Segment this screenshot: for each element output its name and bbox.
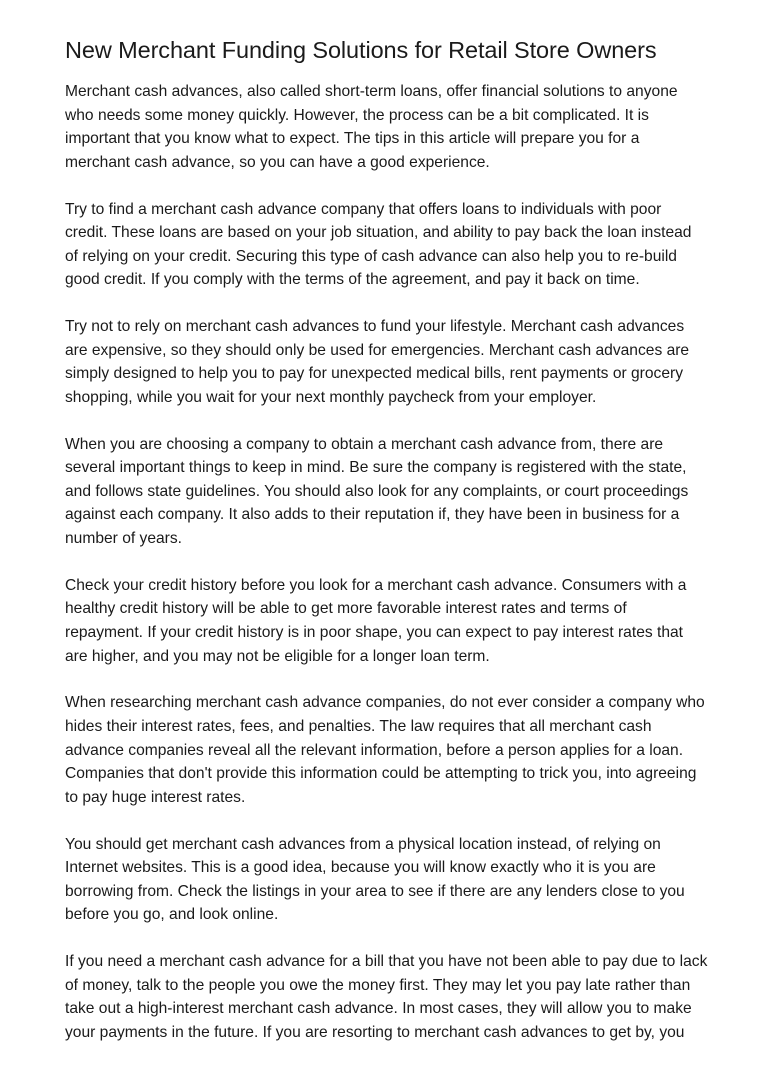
paragraph-line: Try not to rely on merchant cash advances to fund your lifestyle. Merchant cash advances	[65, 318, 685, 336]
paragraph-line: Internet websites. This is a good idea, because you will know exactly who it is you are	[65, 859, 656, 877]
paragraph-line: Merchant cash advances, also called short-term loans, offer financial solutions to anyone	[65, 83, 678, 100]
paragraph-2	[65, 198, 715, 292]
paragraph-7	[65, 833, 715, 927]
paragraph-line: Check your credit history before you look for a merchant cash advance. Consumers with a	[65, 576, 687, 594]
paragraph-line: several important things to keep in mind. Be sure the company is registered with the state,	[65, 459, 687, 477]
paragraph-line: to pay huge interest rates.	[65, 788, 246, 806]
paragraph-line: take out a high-interest merchant cash advance. In most cases, they will allow you to make	[65, 1000, 692, 1018]
paragraph-4	[65, 433, 715, 551]
paragraph-line: credit. These loans are based on your job situation, and ability to pay back the loan instead	[65, 224, 692, 242]
paragraph-5	[65, 574, 715, 668]
paragraph-line: simply designed to help you to pay for unexpected medical bills, rent payments or grocery	[65, 365, 684, 383]
paragraph-line: hides their interest rates, fees, and penalties. The law requires that all merchant cash	[65, 718, 652, 735]
paragraph-line: your payments in the future. If you are resorting to merchant cash advances to get by, you	[65, 1023, 685, 1041]
paragraph-line: advance companies reveal all the relevant information, before a person applies for a loan.	[65, 741, 684, 759]
paragraph-line: are higher, and you may not be eligible for a longer loan term.	[65, 647, 490, 665]
paragraph-line: are expensive, so they should only be used for emergencies. Merchant cash advances are	[65, 341, 690, 359]
document-page	[65, 34, 715, 1068]
paragraph-3	[65, 315, 715, 409]
paragraph-line: Companies that don't provide this information could be attempting to trick you, into agreeing	[65, 765, 697, 783]
paragraph-line: healthy credit history will be able to get more favorable interest rates and terms of	[65, 600, 627, 618]
paragraph-line: of money, talk to the people you owe the money first. They may let you pay late rather than	[65, 976, 691, 994]
paragraph-1	[65, 80, 715, 174]
paragraph-line: important that you know what to expect. The tips in this article will prepare you for a	[65, 130, 640, 148]
paragraph-line: who needs some money quickly. However, the process can be a bit complicated. It is	[65, 106, 649, 124]
paragraph-line: before you go, and look online.	[65, 906, 279, 924]
paragraph-line: borrowing from. Check the listings in your area to see if there are any lenders close to you	[65, 882, 685, 900]
paragraph-line: When you are choosing a company to obtain a merchant cash advance from, there are	[65, 435, 664, 453]
paragraph-6	[65, 691, 715, 809]
page-title: New Merchant Funding Solutions for Retail Store Owners	[65, 37, 657, 63]
paragraph-line: Try to find a merchant cash advance company that offers loans to individuals with poor	[65, 200, 662, 218]
paragraph-line: shopping, while you wait for your next monthly paycheck from your employer.	[65, 388, 597, 406]
paragraph-line: repayment. If your credit history is in poor shape, you can expect to pay interest rates that	[65, 624, 684, 642]
paragraph-line: When researching merchant cash advance companies, do not ever consider a company who	[65, 694, 705, 712]
paragraph-line: of relying on your credit. Securing this type of cash advance can also help you to re-build	[65, 247, 677, 265]
paragraph-8	[65, 950, 715, 1044]
paragraph-line: If you need a merchant cash advance for a bill that you have not been able to pay due to lack	[65, 953, 708, 971]
paragraph-line: You should get merchant cash advances from a physical location instead, of relying on	[65, 835, 661, 853]
article-body	[65, 80, 715, 1045]
paragraph-line: merchant cash advance, so you can have a good experience.	[65, 153, 490, 171]
paragraph-line: against each company. It also adds to their reputation if, they have been in business for a	[65, 506, 680, 524]
paragraph-line: number of years.	[65, 530, 183, 548]
paragraph-line: good credit. If you comply with the terms of the agreement, and pay it back on time.	[65, 271, 640, 289]
paragraph-line: and follows state guidelines. You should also look for any complaints, or court proceedings	[65, 482, 689, 500]
